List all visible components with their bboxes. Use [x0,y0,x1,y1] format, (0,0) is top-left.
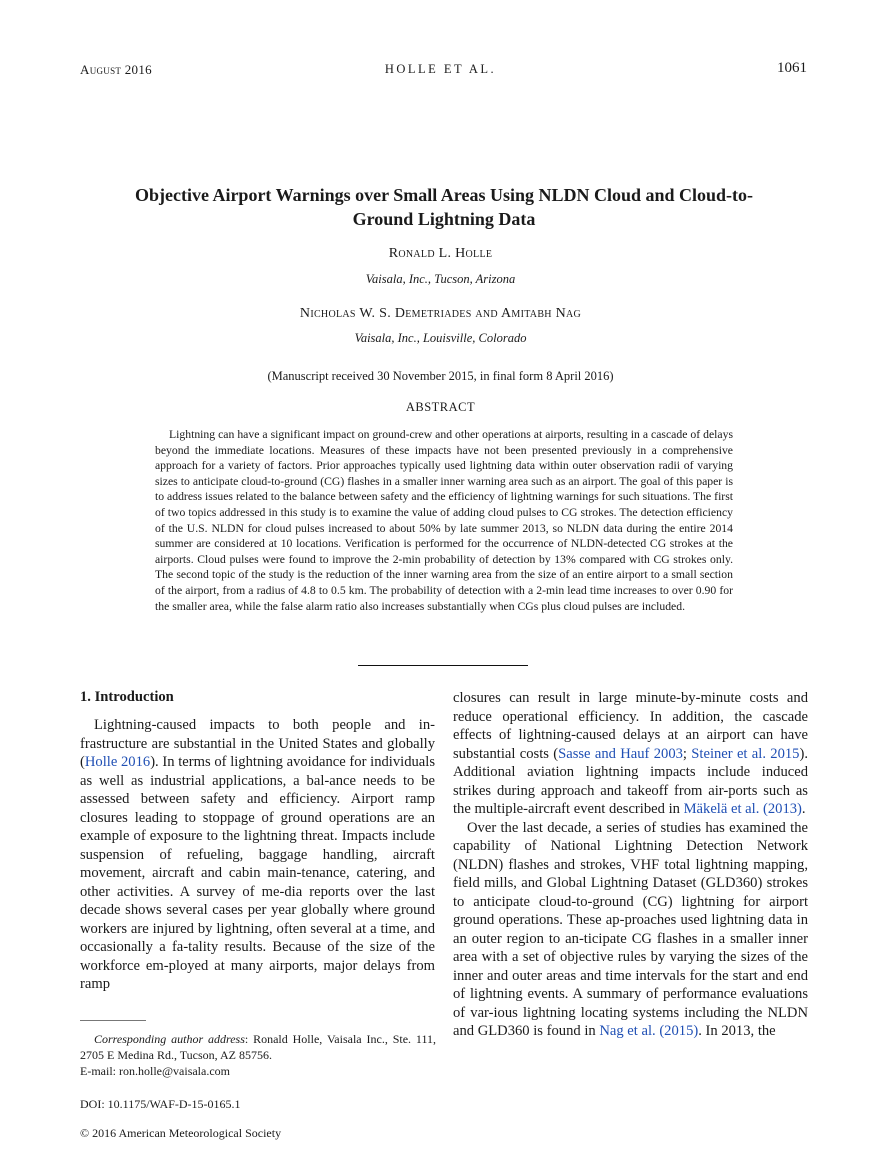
abstract-text: Lightning can have a significant impact on ground-crew and other operations at airports, resulting in a cascade of delays beyond the immediate locations. Measures of these impacts have not been presented previously in a comprehensive approach for a variety of factors. Prior approaches typically used lightning data within outer observation radii of varying sizes to anticipate cloud-to-ground (CG) flashes in a smaller inner warning area such as an airport. The goal of this paper is to address issues related to the balance between safety and the efficiency of lightning warnings for such situations. The first of two topics addressed in this study is to examine the value of adding cloud pulses to CG strokes. The detection efficiency of the U.S. NLDN for cloud pulses increased to about 50% by late summer 2013, so NLDN data during the entire 2014 summer are considered at 10 locations. Verification is performed for the occurrence of NLDN-detected CG strokes at the airports. Cloud pulses were found to improve the 2-min probability of detection by 13% compared with CG strokes only. The second topic of the study is the reduction of the inner warning area from the size of an entire airport to a small section of the airport, from a radius of 4.8 to 0.5 km. The probability of detection with a 2-min lead time increases to over 0.90 for the smaller area, while the false alarm ratio also increases substantially when CGs plus cloud pulses are included. [155,428,733,613]
section-heading: 1. Introduction [80,689,174,705]
citation-link[interactable]: Nag et al. (2015) [599,1023,699,1039]
page-number: 1061 [777,60,807,76]
author-email: E-mail: ron.holle@vaisala.com [80,1064,231,1078]
author-2: Nicholas W. S. Demetriades and Amitabh Nag [299,306,582,321]
author-1: Ronald L. Holle [388,246,493,261]
copyright: © 2016 American Meteorological Society [80,1126,282,1140]
right-column [453,689,808,1041]
citation-link[interactable]: Steiner et al. 2015 [691,745,800,762]
abstract-heading: ABSTRACT [405,400,476,414]
footnote: Corresponding author address: Ronald Holle, Vaisala Inc., Ste. 111, 2705 E Medina Rd., Tucson, AZ 85756. E-mail: ron.holle@vaisala.com [80,1032,437,1078]
manuscript-dates: (Manuscript received 30 November 2015, in final form 8 April 2016) [267,369,614,383]
left-column [80,716,435,994]
footnote-divider [80,1020,146,1021]
affiliation-1: Vaisala, Inc., Tucson, Arizona [365,272,516,286]
section-divider [358,665,528,666]
citation-link[interactable]: Holle 2016 [84,754,151,770]
paper-title: Objective Airport Warnings over Small Areas Using NLDN Cloud and Cloud-to-Ground Lightning Data [134,185,754,229]
intro-paragraph-2: Over the last decade, a series of studies has examined the capability of National Lightning Detection Network (NLDN) flashes and strokes, VHF total lightning mapping, field mills, and Global Lightning Dataset (GLD360) strokes to anticipate cloud-to-ground (CG) lightning for airport ground operations. These ap-proaches used lightning data in an outer region to an-ticipate CG flashes in a smaller inner area with a set of objective rules by varying the sizes of the inner and outer areas and time intervals for the start and end of lightning events. A summary of performance evaluations of var-ious lightning locating systems including the NLDN and GLD360 is found in Nag et al. (2015). In 2013, the [453,819,808,1039]
intro-paragraph-1-cont: closures can result in large minute-by-minute costs and reduce operational efficiency. In addition, the cascade effects of lightning-caused delays at an airport can have substantial costs (Sasse and Hauf 2003; Steiner et al. 2015). Additional aviation lightning impacts include induced strikes during approach and takeoff from air-ports such as the multiple-aircraft event described in Mäkelä et al. (2013). [453,690,808,817]
affiliation-2: Vaisala, Inc., Louisville, Colorado [354,331,527,345]
citation-link[interactable]: Sasse and Hauf 2003 [558,745,683,762]
running-header-authors: HOLLE ET AL. [384,62,497,76]
doi: DOI: 10.1175/WAF-D-15-0165.1 [80,1097,241,1111]
running-header-date: August 2016 [80,62,152,77]
citation-link[interactable]: Mäkelä et al. (2013) [683,801,802,817]
intro-paragraph-1: Lightning-caused impacts to both people and in-frastructure are substantial in the United States and globally (Holle 2016). In terms of lightning avoidance for individuals as well as industrial applications, a bal-ance needs to be assessed between safety and efficiency. Airport ramp closures leading to stoppage of ground operations are an example of exposure to the lightning threat. Impacts include suspension of refueling, baggage handling, aircraft movement, aircraft and cabin main-tenance, catering, and other activities. A survey of me-dia reports over the last decade shows several cases per year globally where ground workers are injured by lightning, often several at a time, and occasionally a fa-tality results. Because of the size of the workforce em-ployed at many airports, major delays from ramp [80,717,436,992]
